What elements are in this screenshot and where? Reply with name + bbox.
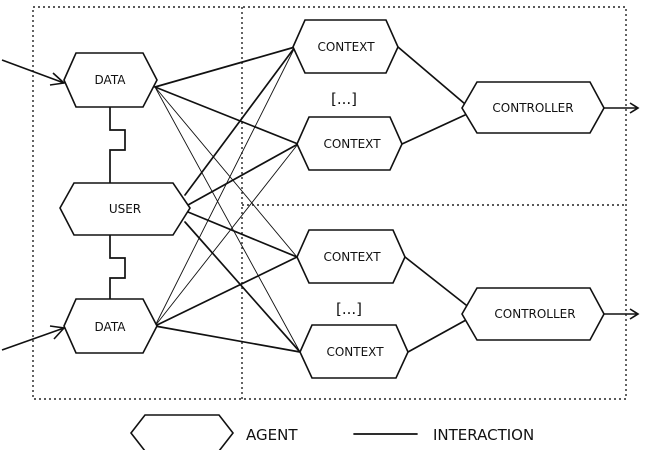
agent-label: CONTEXT xyxy=(317,40,375,54)
agent-data-top xyxy=(64,53,157,107)
interaction-line xyxy=(405,257,466,305)
agent-context-4 xyxy=(300,325,408,378)
agent-data-bottom xyxy=(64,299,157,353)
agent-label: CONTROLLER xyxy=(494,307,576,321)
user-data-bottom-connector xyxy=(110,235,125,299)
interaction-line xyxy=(185,47,295,195)
agent-label: CONTEXT xyxy=(326,345,384,359)
interaction-line xyxy=(155,87,298,144)
agent-label: USER xyxy=(108,202,142,216)
interaction-line xyxy=(155,47,295,87)
legend-agent-label: AGENT xyxy=(246,426,298,444)
ellipsis-bottom: [...] xyxy=(335,300,363,318)
output-arrow-bottom xyxy=(604,309,638,319)
agent-context-2 xyxy=(297,117,402,170)
legend-agent-icon xyxy=(131,415,233,450)
agent-label: DATA xyxy=(94,320,126,334)
interaction-line xyxy=(188,144,298,205)
agent-context-3 xyxy=(297,230,405,283)
interaction-line xyxy=(408,320,466,352)
agent-controller-top xyxy=(462,82,604,133)
agent-context-1 xyxy=(293,20,398,73)
agent-label: CONTROLLER xyxy=(492,101,574,115)
interaction-lines xyxy=(155,47,466,352)
legend-interaction-label: INTERACTION xyxy=(433,426,535,444)
data-top-user-connector xyxy=(110,107,125,183)
interaction-line xyxy=(155,326,300,352)
agent-user xyxy=(60,183,190,235)
agent-label: DATA xyxy=(94,73,126,87)
agent-label: CONTEXT xyxy=(323,137,381,151)
output-arrow-top xyxy=(604,103,638,113)
agent-label: CONTEXT xyxy=(323,250,381,264)
agent-controller-bottom xyxy=(462,288,604,340)
interaction-line xyxy=(398,47,465,104)
ellipsis-top: [...] xyxy=(330,90,358,108)
interaction-line xyxy=(402,115,465,144)
interaction-line xyxy=(155,144,298,326)
legend xyxy=(131,415,534,450)
